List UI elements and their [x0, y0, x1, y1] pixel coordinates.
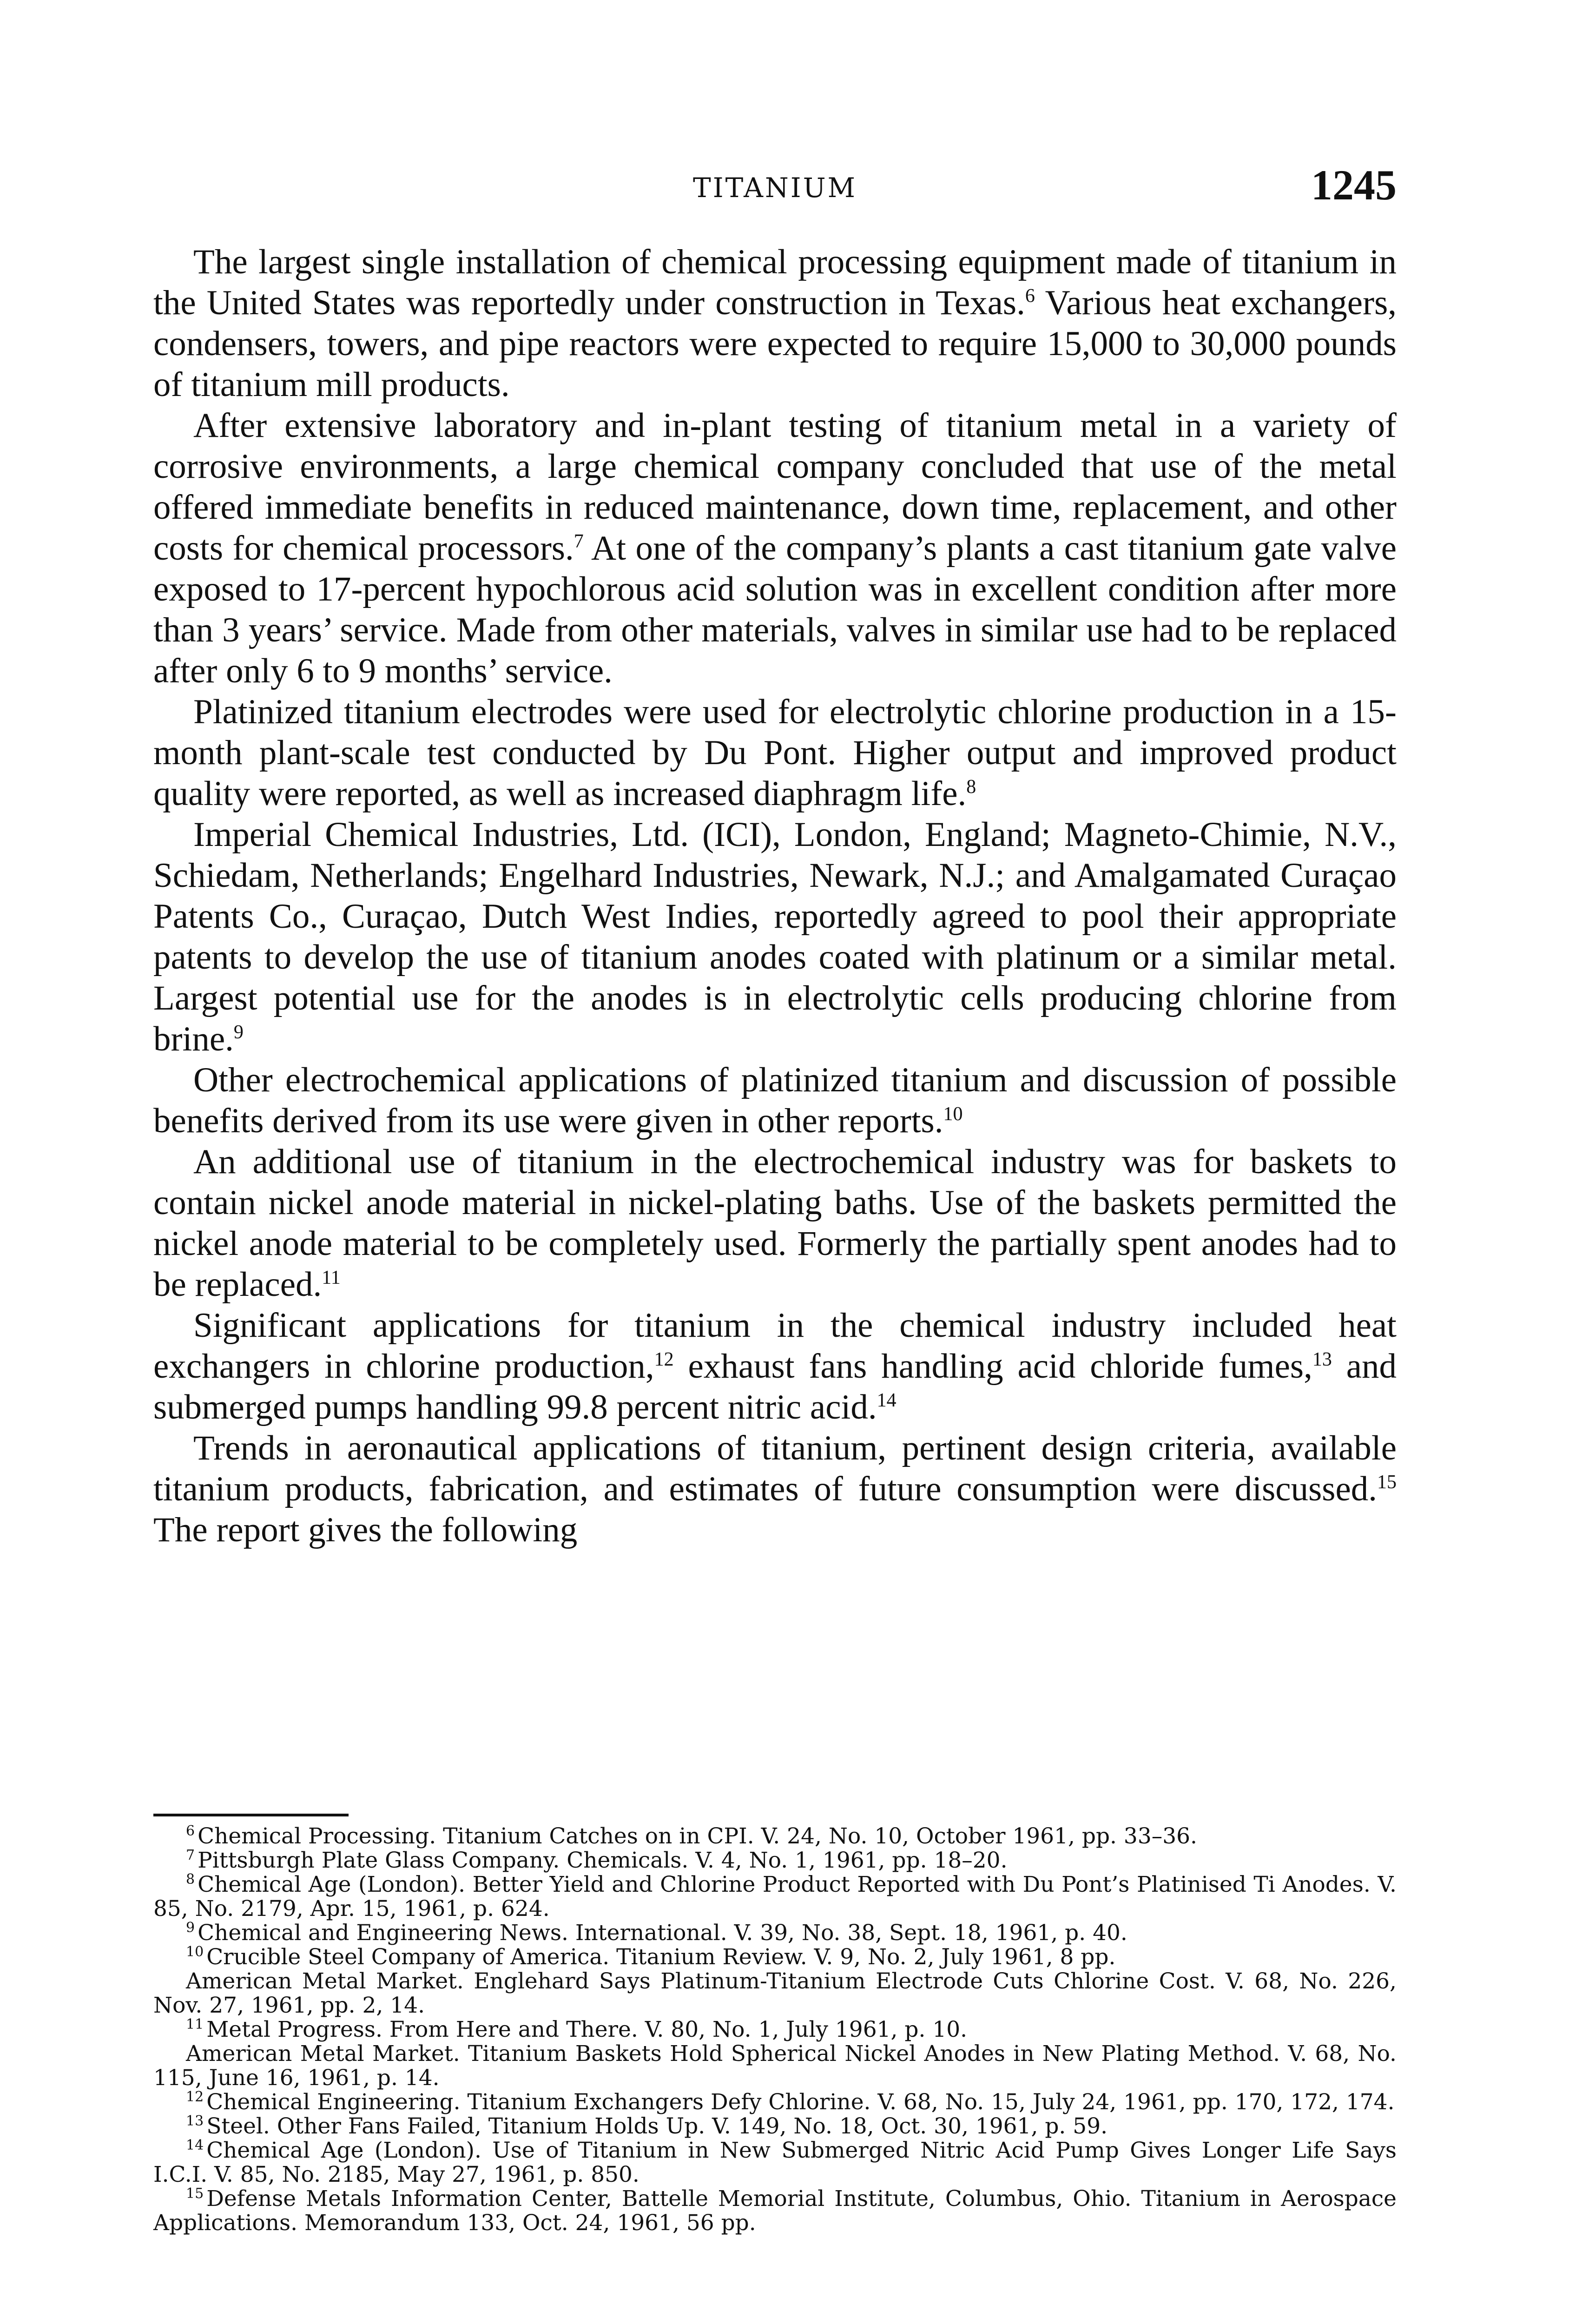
footnote [153, 1873, 1397, 1921]
footnote [153, 2139, 1397, 2187]
paragraph-text: and submerged pumps handling 99.8 percent nitric acid. [153, 1347, 1397, 1426]
footnote [153, 2018, 1397, 2042]
footnote [153, 1824, 1397, 1849]
footnotes [153, 1824, 1397, 2235]
footnote-number: 10 [186, 1944, 204, 1961]
footnote-text: Chemical Engineering. Titanium Exchangers Defy Chlorine. V. 68, No. 15, July 24, 1961, pp. 170, 172, 174. [206, 2089, 1395, 2115]
body-paragraph [153, 1305, 1397, 1428]
body-paragraph [153, 242, 1397, 405]
footnote-reference: 7 [573, 531, 584, 552]
paragraph-text: The largest single installation of chemical processing equipment made of titanium in the United States was reportedly under construction in Texas. [153, 243, 1397, 322]
footnote-text: Chemical Age (London). Better Yield and Chlorine Product Reported with Du Pont’s Platinised Ti Anodes. V. 85, No. 2179, Apr. 15, 1961, p. 624. [153, 1872, 1397, 1921]
footnote-text: American Metal Market. Englehard Says Platinum-Titanium Electrode Cuts Chlorine Cost. V. 68, No. 226, Nov. 27, 1961, pp. 2, 14. [153, 1968, 1397, 2018]
footnote-reference: 10 [943, 1103, 963, 1125]
body-text [153, 242, 1397, 1551]
footnote-reference: 8 [966, 776, 976, 798]
footnote [153, 2114, 1397, 2139]
body-paragraph [153, 1428, 1397, 1551]
footnote-number: 15 [186, 2185, 204, 2202]
paragraph-text: Other electrochemical applications of platinized titanium and discussion of possible benefits derived from its use were given in other reports. [153, 1061, 1397, 1140]
footnote [153, 1969, 1397, 2018]
footnote [153, 2090, 1397, 2114]
paragraph-text: After extensive laboratory and in-plant testing of titanium metal in a variety of corrosive environments, a large chemical company concluded that use of the metal offered immediate benefits in reduced maintenance, down time, replacement, and other costs for chemical processors. [153, 406, 1397, 568]
footnote-text: Pittsburgh Plate Glass Company. Chemicals. V. 4, No. 1, 1961, pp. 18–20. [198, 1848, 1008, 1873]
paragraph-text: exhaust fans handling acid chloride fumes, [673, 1347, 1312, 1386]
body-paragraph [153, 814, 1397, 1060]
body-paragraph [153, 405, 1397, 692]
footnote [153, 2042, 1397, 2090]
footnote-text: American Metal Market. Titanium Baskets Hold Spherical Nickel Anodes in New Plating Method. V. 68, No. 115, June 16, 1961, p. 14. [153, 2041, 1397, 2091]
footnote-number: 14 [186, 2137, 204, 2154]
footnote-text: Chemical and Engineering News. International. V. 39, No. 38, Sept. 18, 1961, p. 40. [198, 1920, 1127, 1946]
page-header [153, 160, 1397, 216]
footnote-number: 12 [186, 2089, 204, 2106]
paragraph-text: An additional use of titanium in the electrochemical industry was for baskets to contain nickel anode material in nickel-plating baths. Use of the baskets permitted the nickel anode material to be completely used. Formerly the partially spent anodes had to be replaced. [153, 1142, 1397, 1304]
body-paragraph [153, 1142, 1397, 1305]
paragraph-text: The report gives the following [153, 1511, 578, 1549]
footnote-number: 11 [186, 2016, 204, 2033]
footnote-reference: 6 [1025, 285, 1035, 307]
footnote [153, 1849, 1397, 1873]
running-title: TITANIUM [693, 172, 857, 204]
footnote [153, 2187, 1397, 2235]
footnote-text: Chemical Processing. Titanium Catches on in CPI. V. 24, No. 10, October 1961, pp. 33–36. [198, 1823, 1197, 1849]
body-paragraph [153, 692, 1397, 814]
footnote-text: Metal Progress. From Here and There. V. 80, No. 1, July 1961, p. 10. [206, 2017, 968, 2042]
footnote [153, 1945, 1397, 1969]
body-paragraph [153, 1060, 1397, 1142]
footnote-reference: 15 [1377, 1472, 1397, 1493]
paragraph-text: Platinized titanium electrodes were used for electrolytic chlorine production in a 15-month plant-scale test conducted by Du Pont. Higher output and improved product quality were reported, as well as increased diaphragm life. [153, 693, 1397, 813]
paragraph-text: Significant applications for titanium in the chemical industry included heat exchangers in chlorine production, [153, 1306, 1397, 1386]
footnote [153, 1921, 1397, 1945]
footnote-number: 7 [186, 1847, 195, 1864]
footnote-reference: 11 [322, 1267, 341, 1288]
page-number: 1245 [1311, 161, 1397, 209]
paragraph-text: At one of the company’s plants a cast titanium gate valve exposed to 17-percent hypochlorous acid solution was in excellent condition after more than 3 years’ service. Made from other materials, valves in similar use had to be replaced after only 6 to 9 months’ service. [153, 529, 1397, 690]
footnote-number: 8 [186, 1871, 195, 1888]
footnote-reference: 9 [233, 1022, 244, 1043]
paragraph-text: Imperial Chemical Industries, Ltd. (ICI), London, England; Magneto-Chimie, N.V., Schiedam, Netherlands; Engelhard Industries, Newark, N.J.; and Amalgamated Curaçao Patents Co., Curaçao, Dutch West Indies, reportedly agreed to pool their appropriate patents to develop the use of titanium anodes coated with platinum or a similar metal. Largest potential use for the anodes is in electrolytic cells producing chlorine from brine. [153, 815, 1397, 1058]
footnote-divider [153, 1814, 349, 1816]
paragraph-text: Trends in aeronautical applications of titanium, pertinent design criteria, available titanium products, fabrication, and estimates of future consumption were discussed. [153, 1429, 1397, 1508]
footnote-text: Defense Metals Information Center, Battelle Memorial Institute, Columbus, Ohio. Titanium in Aerospace Applications. Memorandum 133, Oct. 24, 1961, 56 pp. [153, 2186, 1397, 2236]
footnote-number: 9 [186, 1920, 195, 1936]
paragraph-text: Various heat exchangers, condensers, towers, and pipe reactors were expected to require 15,000 to 30,000 pounds of titanium mill products. [153, 284, 1397, 404]
footnote-text: Steel. Other Fans Failed, Titanium Holds Up. V. 149, No. 18, Oct. 30, 1961, p. 59. [206, 2113, 1108, 2139]
footnote-text: Crucible Steel Company of America. Titanium Review. V. 9, No. 2, July 1961, 8 pp. [206, 1944, 1116, 1970]
footnote-reference: 12 [654, 1349, 674, 1370]
footnote-text: Chemical Age (London). Use of Titanium in New Submerged Nitric Acid Pump Gives Longer Life Says I.C.I. V. 85, No. 2185, May 27, 1961, p. 850. [153, 2138, 1397, 2187]
footnote-number: 13 [186, 2113, 204, 2130]
footnote-number: 6 [186, 1823, 195, 1840]
footnote-reference: 13 [1312, 1349, 1332, 1370]
footnote-reference: 14 [877, 1390, 896, 1411]
